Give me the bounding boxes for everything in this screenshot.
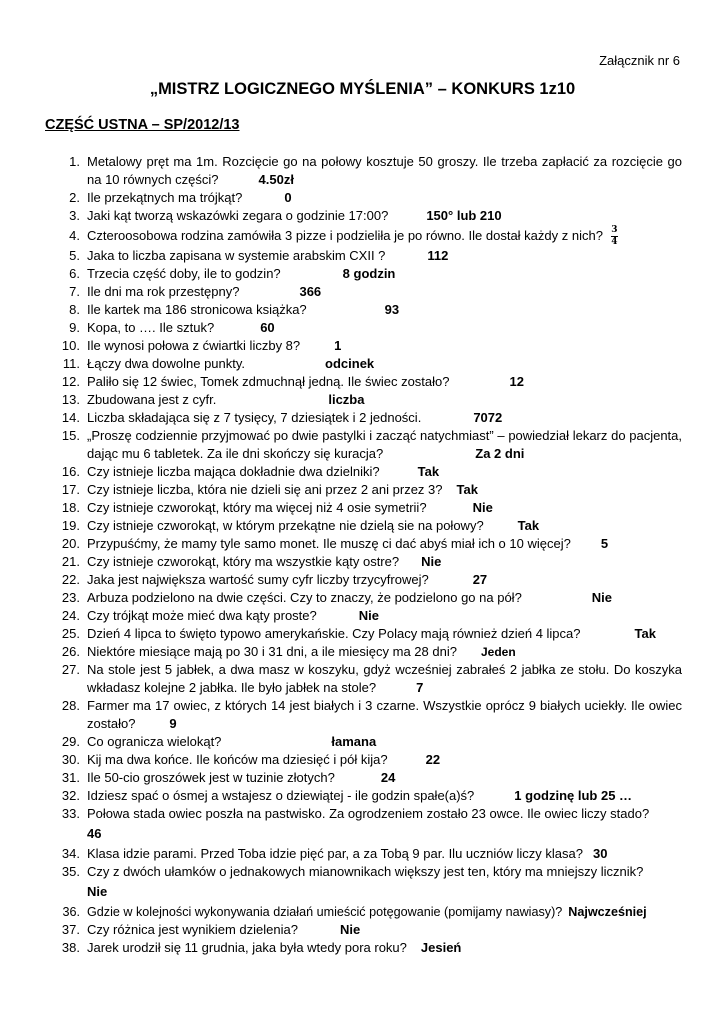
- question-text: Arbuza podzielono na dwie części. Czy to znaczy, że podzielono go na pół?: [87, 590, 522, 606]
- question-number: 21.: [61, 554, 80, 570]
- question-number: 14.: [61, 410, 80, 426]
- question-number: 28.: [61, 698, 80, 714]
- question-number: 6.: [69, 266, 80, 282]
- question-item: [45, 225, 682, 247]
- question-item: [45, 337, 682, 355]
- question-answer: 150° lub 210: [426, 208, 502, 223]
- question-text: Paliło się 12 świec, Tomek zdmuchnął jedną. Ile świec zostało?: [87, 374, 450, 390]
- question-number: 27.: [61, 662, 80, 678]
- question-text: Klasa idzie parami. Przed Toba idzie pięć par, a za Tobą 9 par. Ilu uczniów liczy klasa?: [87, 846, 583, 862]
- question-number: 25.: [61, 626, 80, 642]
- question-answer: 8 godzin: [342, 266, 396, 282]
- question-answer: Tak: [517, 518, 540, 534]
- question-number: 9.: [69, 320, 80, 336]
- question-answer: Za 2 dni: [475, 446, 525, 462]
- question-text: Jaka to liczba zapisana w systemie arabskim CXII ?: [87, 248, 386, 264]
- question-number: 11.: [62, 356, 80, 372]
- question-text: Połowa stada owiec poszła na pastwisko. Za ogrodzeniem zostało 23 owce. Ile owiec liczy stado?: [87, 806, 650, 822]
- question-answer: 24: [380, 770, 396, 786]
- question-answer: 30: [592, 846, 608, 862]
- question-number: 24.: [61, 608, 80, 624]
- question-text: Czy z dwóch ułamków o jednakowych mianownikach większy jest ten, który ma mniejszy licznik?: [87, 864, 644, 880]
- question-number: 17.: [61, 482, 80, 498]
- question-answer: Tak: [634, 626, 656, 642]
- question-number: 16.: [61, 464, 80, 480]
- question-text: Farmer ma 17 owiec, z których 14 jest białych i 3 czarne. Wszystkie oprócz 9 białych uciekły. Ile owiec zostało?: [87, 698, 682, 732]
- question-item: [45, 427, 682, 463]
- question-answer: 60: [260, 320, 275, 336]
- question-answer: Najwcześniej: [568, 905, 647, 920]
- question-item: [45, 805, 682, 843]
- question-answer: 93: [384, 302, 400, 318]
- question-item: [45, 769, 682, 787]
- question-answer: 22: [425, 752, 441, 768]
- question-number: 26.: [61, 644, 80, 660]
- question-item: [45, 661, 682, 697]
- question-text: Czy istnieje liczba, która nie dzieli się ani przez 2 ani przez 3?: [87, 482, 443, 498]
- question-item: [45, 189, 682, 207]
- question-number: 13.: [61, 392, 80, 408]
- question-text: Łączy dwa dowolne punkty.: [87, 356, 246, 372]
- question-number: 30.: [61, 752, 80, 768]
- question-number: 1.: [69, 154, 80, 169]
- question-answer: 1: [334, 338, 342, 354]
- question-number: 12.: [61, 374, 80, 390]
- question-text: Idziesz spać o ósmej a wstajesz o dziewiątej - ile godzin spałe(a)ś?: [87, 788, 475, 804]
- question-item: [45, 787, 682, 805]
- question-text: Kij ma dwa końce. Ile końców ma dziesięć i pół kija?: [87, 752, 388, 768]
- question-item: [45, 939, 682, 957]
- question-item: [45, 463, 682, 481]
- question-text: Metalowy pręt ma 1m. Rozcięcie go na połowy kosztuje 50 groszy. Ile trzeba zapłacić za rozcięcie go na 10 równych części?: [87, 154, 682, 187]
- question-text: Niektóre miesiące mają po 30 i 31 dni, a ile miesięcy ma 28 dni?: [87, 644, 457, 660]
- question-item: [45, 571, 682, 589]
- question-text: Czy istnieje czworokąt, który ma więcej niż 4 osie symetrii?: [87, 500, 427, 516]
- question-item: [45, 553, 682, 571]
- question-text: Jaka jest największa wartość sumy cyfr liczby trzycyfrowej?: [87, 572, 429, 588]
- question-item: [45, 863, 682, 901]
- question-number: 10.: [61, 338, 80, 354]
- page-subtitle: CZĘŚĆ USTNA – SP/2012/13: [45, 117, 240, 133]
- question-answer: Nie: [472, 500, 493, 516]
- question-answer: 46: [87, 826, 102, 842]
- question-answer: 4.50zł: [258, 172, 294, 187]
- question-item: [45, 845, 682, 863]
- question-answer: 12: [509, 374, 524, 390]
- question-number: 15.: [61, 428, 80, 444]
- question-text: Gdzie w kolejności wykonywania działań umieścić potęgowanie (pomijamy nawiasy)?: [87, 905, 563, 920]
- question-number: 22.: [61, 572, 80, 588]
- question-answer: 27: [472, 572, 488, 588]
- question-number: 38.: [61, 940, 80, 956]
- question-answer: 0: [284, 190, 292, 205]
- question-item: [45, 517, 682, 535]
- fraction-denominator: 4: [611, 237, 618, 248]
- question-text: Czy trójkąt może mieć dwa kąty proste?: [87, 608, 317, 624]
- question-answer: liczba: [328, 392, 365, 408]
- question-text: Ile 50-cio groszówek jest w tuzinie złotych?: [87, 770, 335, 786]
- question-text: Czteroosobowa rodzina zamówiła 3 pizze i podzieliła je po równo. Ile dostał każdy z nich?: [87, 228, 603, 243]
- question-answer: 112: [427, 248, 449, 264]
- question-answer: Nie: [421, 554, 442, 570]
- question-item: [45, 903, 682, 921]
- question-number: 23.: [61, 590, 80, 606]
- question-item: [45, 697, 682, 733]
- question-number: 18.: [61, 500, 80, 516]
- question-text: „Proszę codziennie przyjmować po dwie pastylki i zacząć natychmiast” – powiedział lekarz do pacjenta, dając mu 6 tabletek. Za ile dni skończy się kuracja?: [87, 428, 682, 462]
- question-text: Liczba składająca się z 7 tysięcy, 7 dziesiątek i 2 jedności.: [87, 410, 422, 426]
- question-number: 29.: [61, 734, 80, 750]
- question-item: [45, 355, 682, 373]
- question-number: 35.: [61, 864, 80, 880]
- question-item: [45, 265, 682, 283]
- question-list: [45, 153, 682, 957]
- question-item: [45, 481, 682, 499]
- question-item: [45, 409, 682, 427]
- question-text: Jaki kąt tworzą wskazówki zegara o godzinie 17:00?: [87, 208, 389, 223]
- attachment-label: Załącznik nr 6: [599, 53, 680, 68]
- question-text: Dzień 4 lipca to święto typowo amerykańskie. Czy Polacy mają również dzień 4 lipca?: [87, 626, 581, 642]
- question-answer: Nie: [358, 608, 379, 624]
- question-text: Przypuśćmy, że mamy tyle samo monet. Ile muszę ci dać abyś miał ich o 10 więcej?: [87, 536, 571, 552]
- question-number: 34.: [61, 846, 80, 862]
- page-title: „MISTRZ LOGICZNEGO MYŚLENIA” – KONKURS 1z10: [149, 80, 576, 98]
- answer-fraction: [611, 226, 618, 247]
- question-number: 20.: [61, 536, 80, 552]
- question-text: Czy istnieje liczba mająca dokładnie dwa dzielniki?: [87, 464, 380, 480]
- question-text: Ile przekątnych ma trójkąt?: [87, 190, 243, 205]
- question-number: 37.: [61, 922, 80, 938]
- fraction-numerator: 3: [611, 225, 618, 236]
- question-number: 32.: [61, 788, 80, 804]
- question-answer: 9: [169, 716, 177, 732]
- question-answer: łamana: [331, 734, 377, 750]
- question-item: [45, 391, 682, 409]
- question-item: [45, 283, 682, 301]
- question-item: [45, 589, 682, 607]
- question-text: Czy istnieje czworokąt, który ma wszystkie kąty ostre?: [87, 554, 400, 570]
- question-text: Ile dni ma rok przestępny?: [87, 284, 240, 300]
- question-answer: 1 godzinę lub 25 …: [514, 788, 633, 804]
- question-text: Co ogranicza wielokąt?: [87, 734, 222, 750]
- question-item: [45, 319, 682, 337]
- question-number: 19.: [61, 518, 80, 534]
- question-answer: 7: [416, 680, 424, 696]
- question-number: 36.: [62, 905, 80, 920]
- question-number: 7.: [69, 284, 80, 300]
- question-text: Czy istnieje czworokąt, w którym przekątne nie dzielą sie na połowy?: [87, 518, 484, 534]
- question-text: Jarek urodził się 11 grudnia, jaka była wtedy pora roku?: [87, 940, 407, 956]
- question-item: [45, 207, 682, 225]
- question-number: 2.: [69, 190, 80, 205]
- question-item: [45, 751, 682, 769]
- question-item: [45, 247, 682, 265]
- question-item: [45, 153, 682, 189]
- question-item: [45, 625, 682, 643]
- question-answer: Tak: [456, 482, 478, 498]
- question-number: 4.: [69, 228, 80, 243]
- question-number: 5.: [69, 248, 80, 264]
- question-answer: Nie: [87, 884, 108, 900]
- question-item: [45, 535, 682, 553]
- question-answer: 366: [299, 284, 322, 300]
- question-item: [45, 643, 682, 661]
- question-answer: Tak: [417, 464, 440, 480]
- question-text: Ile wynosi połowa z ćwiartki liczby 8?: [87, 338, 301, 354]
- question-answer: Nie: [591, 590, 613, 606]
- question-text: Ile kartek ma 186 stronicowa książka?: [87, 302, 307, 318]
- question-text: Trzecia część doby, ile to godzin?: [87, 266, 281, 282]
- question-answer: Jesień: [420, 940, 462, 956]
- question-number: 33.: [61, 806, 80, 822]
- question-number: 31.: [61, 770, 80, 786]
- question-answer: odcinek: [325, 356, 375, 372]
- question-text: Czy różnica jest wynikiem dzielenia?: [87, 922, 298, 938]
- question-answer: Nie: [339, 922, 361, 938]
- question-answer: 7072: [473, 410, 503, 426]
- question-item: [45, 733, 682, 751]
- question-number: 8.: [69, 302, 80, 318]
- question-answer: 5: [600, 536, 609, 552]
- question-item: [45, 499, 682, 517]
- question-text: Na stole jest 5 jabłek, a dwa masz w koszyku, gdyż wcześniej zabrałeś 2 jabłka ze stołu. Do koszyka wkładasz kolejne 2 jabłka. Ile było jabłek na stole?: [87, 662, 682, 696]
- question-item: [45, 373, 682, 391]
- question-text: Zbudowana jest z cyfr.: [87, 392, 217, 408]
- question-answer: Jeden: [480, 645, 516, 660]
- question-item: [45, 607, 682, 625]
- question-text: Kopa, to …. Ile sztuk?: [87, 320, 215, 336]
- question-item: [45, 921, 682, 939]
- question-item: [45, 301, 682, 319]
- question-number: 3.: [69, 208, 80, 223]
